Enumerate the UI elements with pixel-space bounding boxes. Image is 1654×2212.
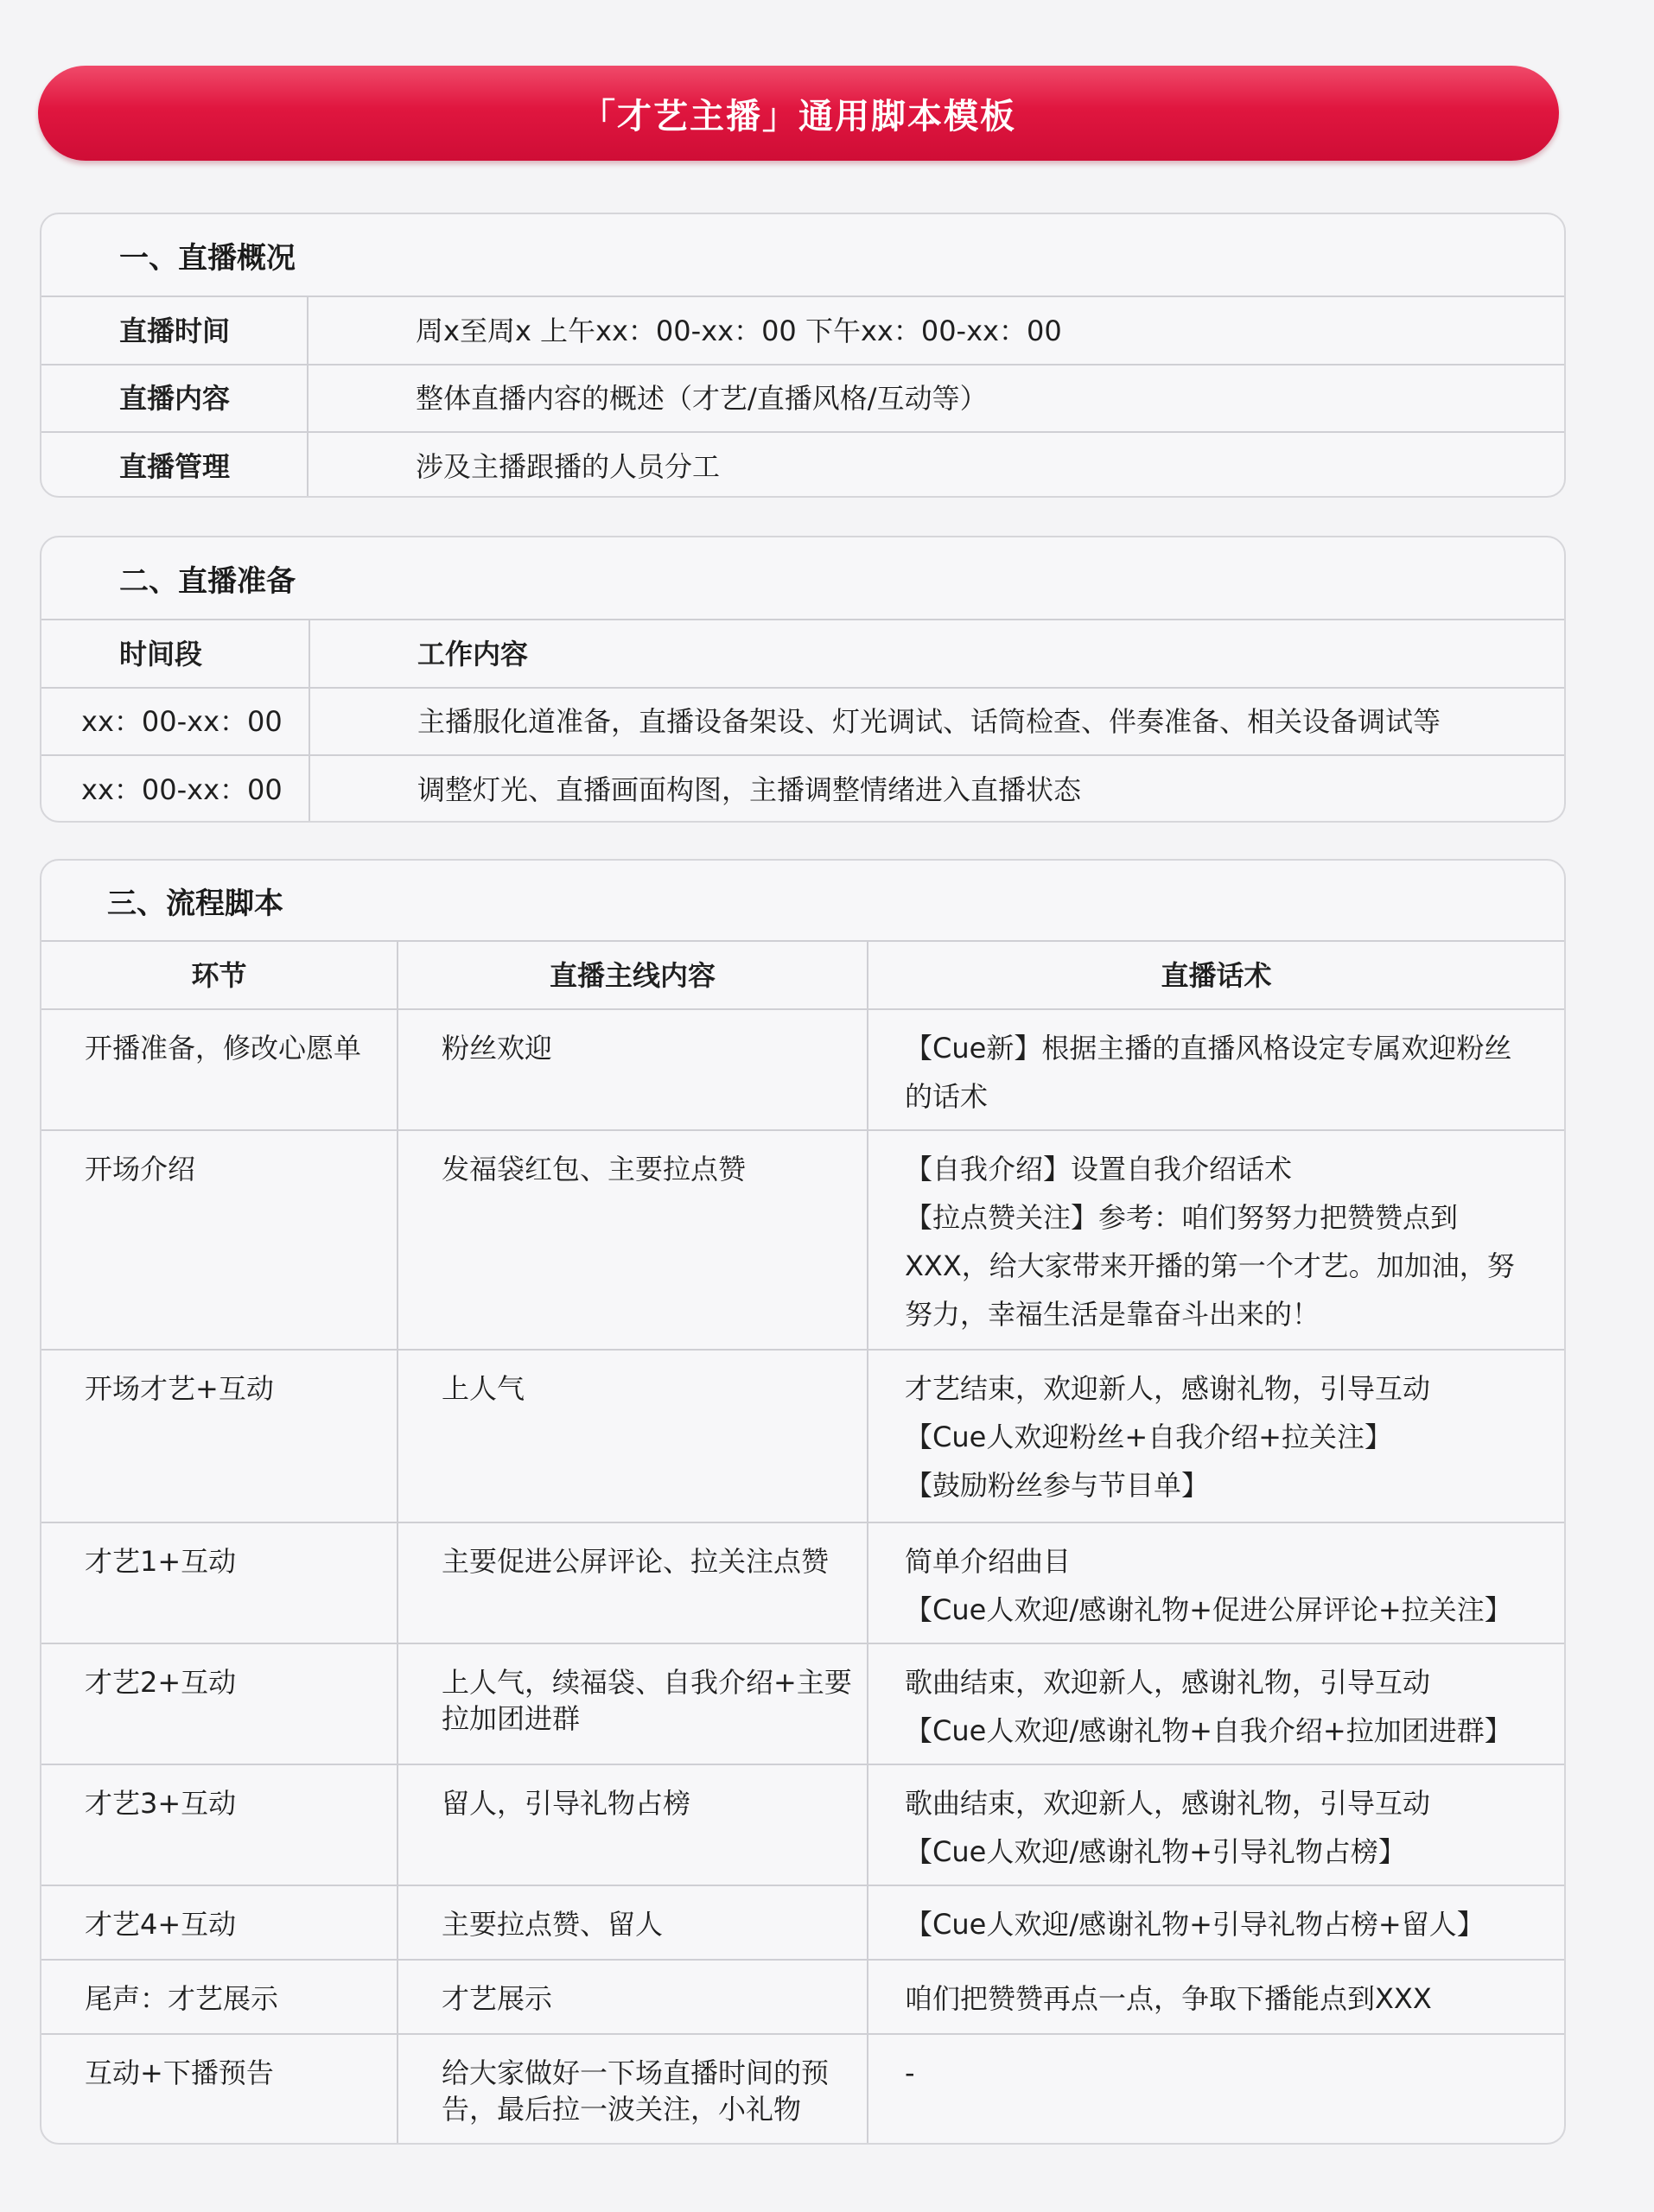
main-cell: 主要拉点赞、留人 <box>398 1885 868 1960</box>
overview-section <box>40 213 1566 498</box>
main-text: 给大家做好一下场直播时间的预告，最后拉一波关注，小礼物 <box>442 2056 830 2126</box>
script-line: 简单介绍曲目 <box>905 1545 1072 1578</box>
script-cell <box>868 1130 1564 1350</box>
main-text: 上人气，续福袋、自我介绍+主要拉加团进群 <box>442 1666 852 1735</box>
prep-section <box>40 536 1566 823</box>
script-line: 才艺结束，欢迎新人，感谢礼物，引导互动 <box>905 1372 1431 1405</box>
stage-cell: 才艺4+互动 <box>41 1885 398 1960</box>
main-cell <box>398 2034 868 2145</box>
prep-work: 调整灯光、直播画面构图，主播调整情绪进入直播状态 <box>309 755 1564 823</box>
table-row <box>41 2034 1564 2145</box>
overview-heading: 一、直播概况 <box>41 214 1564 297</box>
table-row <box>41 1522 1564 1643</box>
col-header-time: 时间段 <box>119 637 203 671</box>
stage-cell: 才艺2+互动 <box>41 1643 398 1764</box>
main-cell: 粉丝欢迎 <box>398 1009 868 1130</box>
stage-cell: 才艺3+互动 <box>41 1764 398 1885</box>
col-header-stage: 环节 <box>191 958 247 992</box>
overview-value: 涉及主播跟播的人员分工 <box>308 432 1564 498</box>
table-row <box>41 1009 1564 1130</box>
main-cell: 才艺展示 <box>398 1960 868 2034</box>
table-row <box>41 688 1564 755</box>
script-line: 【拉点赞关注】参考：咱们努努力把赞赞点到XXX，给大家带来开播的第一个才艺。加加油，努努力，幸福生活是靠奋斗出来的！ <box>905 1201 1515 1331</box>
script-cell <box>868 1643 1564 1764</box>
main-cell: 主要促进公屏评论、拉关注点赞 <box>398 1522 868 1643</box>
script-line: 咱们把赞赞再点一点，争取下播能点到XXX <box>905 1982 1432 2015</box>
flow-heading: 三、流程脚本 <box>41 861 1564 942</box>
script-cell <box>868 1350 1564 1522</box>
overview-table <box>41 297 1564 498</box>
flow-table <box>41 942 1564 2145</box>
script-line: 【Cue人欢迎/感谢礼物+促进公屏评论+拉关注】 <box>905 1593 1512 1626</box>
document-title: 「才艺主播」通用脚本模板 <box>581 96 1016 137</box>
overview-value: 整体直播内容的概述（才艺/直播风格/互动等） <box>308 365 1564 432</box>
table-row <box>41 365 1564 432</box>
overview-key: 直播管理 <box>41 432 308 498</box>
script-cell <box>868 1960 1564 2034</box>
script-cell <box>868 1522 1564 1643</box>
stage-cell: 开场介绍 <box>41 1130 398 1350</box>
script-cell <box>868 2034 1564 2145</box>
script-line: 【鼓励粉丝参与节目单】 <box>905 1469 1210 1502</box>
script-line: - <box>905 2056 915 2089</box>
script-line: 【Cue人欢迎/感谢礼物+自我介绍+拉加团进群】 <box>905 1714 1512 1747</box>
main-cell: 上人气 <box>398 1350 868 1522</box>
table-row <box>41 1130 1564 1350</box>
stage-cell: 开播准备，修改心愿单 <box>41 1009 398 1130</box>
prep-work: 主播服化道准备，直播设备架设、灯光调试、话筒检查、伴奏准备、相关设备调试等 <box>309 688 1564 755</box>
stage-cell: 互动+下播预告 <box>41 2034 398 2145</box>
stage-cell: 才艺1+互动 <box>41 1522 398 1643</box>
col-header-main: 直播主线内容 <box>398 942 868 1009</box>
stage-cell: 开场才艺+互动 <box>41 1350 398 1522</box>
script-line: 【Cue新】根据主播的直播风格设定专属欢迎粉丝的话术 <box>905 1032 1512 1113</box>
script-line: 【自我介绍】设置自我介绍话术 <box>905 1153 1293 1185</box>
script-line: 歌曲结束，欢迎新人，感谢礼物，引导互动 <box>905 1787 1431 1820</box>
flow-section <box>40 859 1566 2145</box>
script-line: 歌曲结束，欢迎新人，感谢礼物，引导互动 <box>905 1666 1431 1699</box>
table-row <box>41 1643 1564 1764</box>
table-row <box>41 1885 1564 1960</box>
prep-heading: 二、直播准备 <box>41 537 1564 620</box>
table-row <box>41 297 1564 365</box>
prep-time: xx：00-xx：00 <box>41 688 309 755</box>
main-cell: 留人，引导礼物占榜 <box>398 1764 868 1885</box>
prep-time: xx：00-xx：00 <box>41 755 309 823</box>
script-line: 【Cue人欢迎/感谢礼物+引导礼物占榜】 <box>905 1835 1406 1868</box>
main-cell: 发福袋红包、主要拉点赞 <box>398 1130 868 1350</box>
table-row <box>41 1960 1564 2034</box>
table-header-row <box>41 620 1564 688</box>
script-line: 【Cue人欢迎粉丝+自我介绍+拉关注】 <box>905 1421 1392 1453</box>
main-cell <box>398 1643 868 1764</box>
title-banner <box>38 66 1559 161</box>
table-header-row <box>41 942 1564 1009</box>
script-line: 【Cue人欢迎/感谢礼物+引导礼物占榜+留人】 <box>905 1908 1485 1941</box>
table-row <box>41 755 1564 823</box>
stage-cell: 尾声：才艺展示 <box>41 1960 398 2034</box>
overview-value: 周x至周x 上午xx：00-xx：00 下午xx：00-xx：00 <box>308 297 1564 365</box>
script-cell <box>868 1764 1564 1885</box>
script-cell <box>868 1009 1564 1130</box>
script-cell <box>868 1885 1564 1960</box>
overview-key: 直播内容 <box>41 365 308 432</box>
col-header-work: 工作内容 <box>309 620 1564 688</box>
prep-table <box>41 620 1564 823</box>
col-header-script: 直播话术 <box>868 942 1564 1009</box>
table-row <box>41 1764 1564 1885</box>
table-row <box>41 432 1564 498</box>
table-row <box>41 1350 1564 1522</box>
overview-key: 直播时间 <box>119 314 231 347</box>
